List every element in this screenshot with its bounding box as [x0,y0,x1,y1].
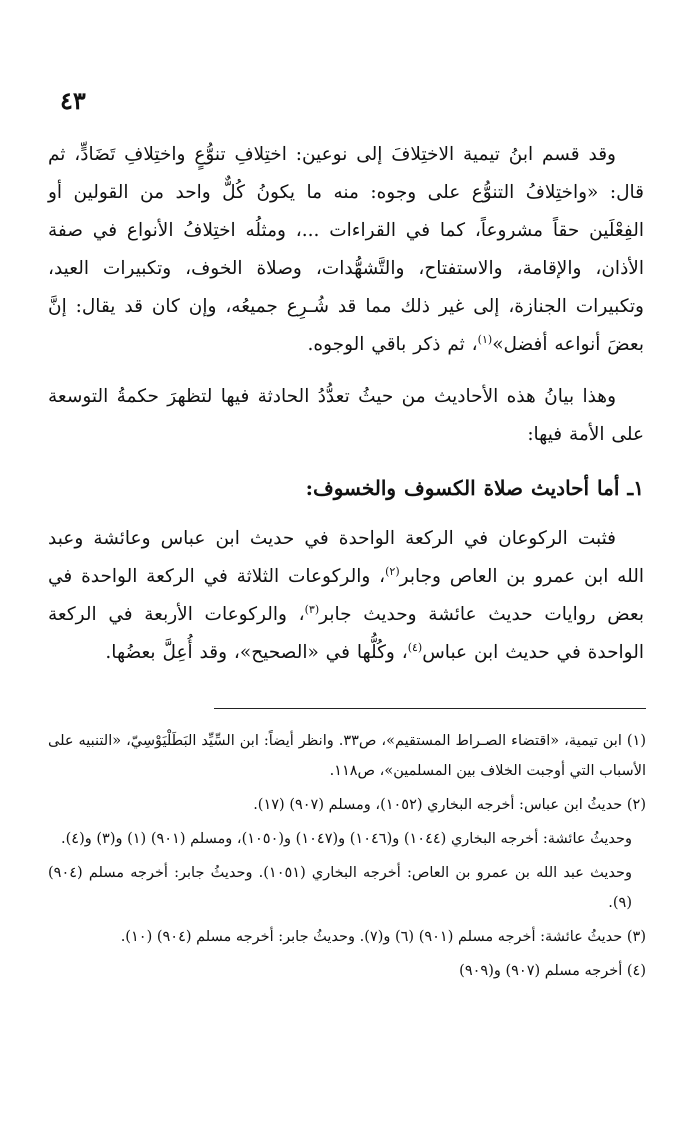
paragraph-3 [48,520,644,672]
footnotes [48,726,646,990]
footnote-4: (٤) أخرجه مسلم (٩٠٧) و(٩٠٩) [459,963,646,979]
section-heading: ١ـ أما أحاديث صلاة الكسوف والخسوف: [305,476,644,500]
footnote-2: (٢) حديثُ ابن عباس: أخرجه البخاري (١٠٥٢)، ومسلم (٩٠٧) (١٧). [253,797,646,813]
paragraph-3-tail: ، وكُلُّها في «الصحيح»، وقد أُعِلَّ بعضُها. [105,642,408,663]
main-text [48,136,644,686]
paragraph-1-tail: ، ثم ذكر باقي الوجوه. [307,334,478,355]
paragraph-3-text: فثبت الركوعان في الركعة الواحدة في حديث ابن عباس وعائشة وعبد الله ابن عمرو بن العاص وجابر [48,528,644,587]
footnote-separator [214,708,646,709]
paragraph-1-text: وقد قسم ابنُ تيمية الاختِلافَ إلى نوعين: اختِلافِ تنوُّعٍ واختِلافِ تَضَادٍّ، ثم قال: «واختِلافُ التنوُّع على وجوه: منه ما يكونُ كُلٌّ واحد من القولين أو الفِعْلَين حقاً مشروعاً، كما في القراءات ...، ومثلُه اختِلافُ الأنواع في صفة الأذان، والإقامة، والاستفتاح، والتَّشهُّدات، وصلاة الخوف، وتكبيرات العيد، وتكبيرات الجنازة، إلى غير ذلك مما قد شُـرِع جميعُه، وإن كان قد يقال: إنَّ بعضَ أنواعه أفضل» [48,144,644,355]
paragraph-3-mid1: ، والركوعات الثلاثة في الركعة الواحدة في بعض روايات حديث عائشة وحديث جابر [48,566,644,625]
paragraph-2: وهذا بيانُ هذه الأحاديث من حيثُ تعدُّدُ الحادثة فيها لتظهرَ حكمةُ التوسعة على الأمة فيها: [48,386,644,445]
footnote-ref-2: (٢) [385,564,400,578]
paragraph-3-mid2: ، والركوعات الأربعة في الركعة الواحدة في حديث ابن عباس [48,604,644,663]
footnote-ref-3: (٣) [304,602,320,616]
footnote-3: (٣) حديثُ عائشة: أخرجه مسلم (٩٠١) (٦) و(٧). وحديثُ جابر: أخرجه مسلم (٩٠٤) (١٠). [120,929,646,945]
footnote-ref-4: (٤) [407,640,423,654]
paragraph-1 [48,136,644,364]
footnote-2-abdullah-jabir: وحديث عبد الله بن عمرو بن العاص: أخرجه البخاري (١٠٥١). وحديثُ جابر: أخرجه مسلم (٩٠٤) (٩). [48,865,632,911]
page-number: ٤٣ [60,86,86,115]
footnote-ref-1: (١) [477,332,493,346]
footnote-2-aisha: وحديثُ عائشة: أخرجه البخاري (١٠٤٤) و(١٠٤٦) و(١٠٤٧) و(١٠٥٠)، ومسلم (٩٠١) (١) و(٣) و(٤). [61,831,632,847]
footnote-1: (١) ابن تيمية، «اقتضاء الصـراط المستقيم»، ص٣٣. وانظر أيضاً: ابن السِّيِّد البَطَلْيَوْسِيّ، «التنبيه على الأسباب التي أوجبت الخلاف بين المسلمين»، ص١١٨. [48,733,646,779]
